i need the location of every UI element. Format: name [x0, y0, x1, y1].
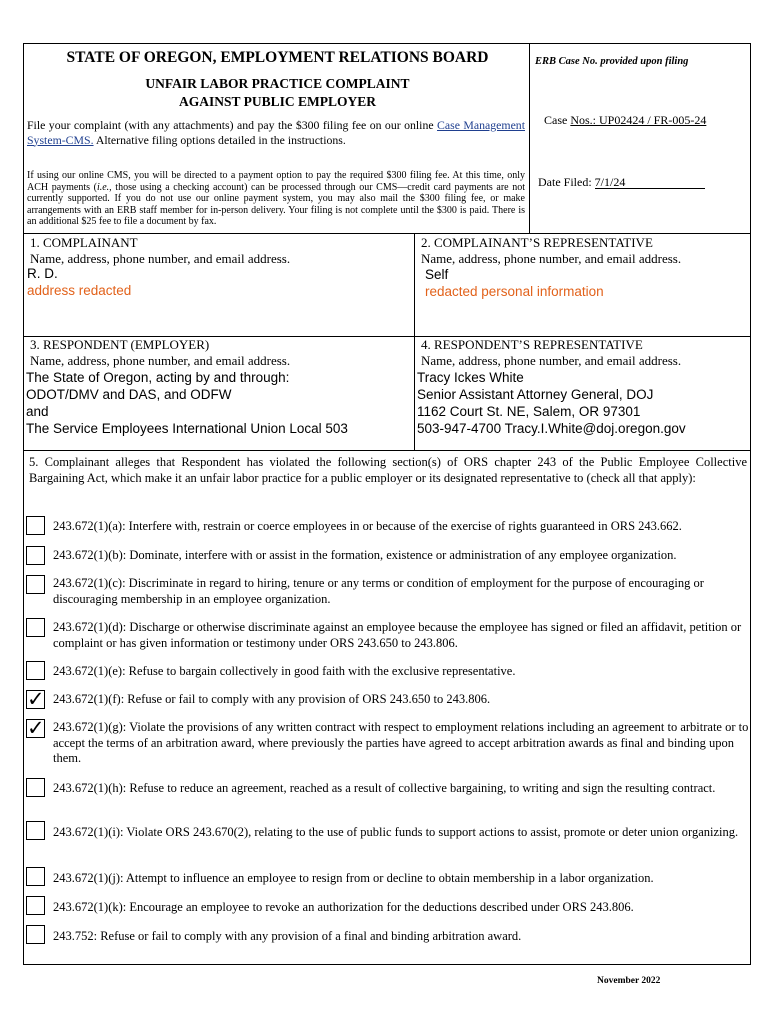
allegation-243-672-1-i: 243.672(1)(i): Violate ORS 243.670(2), relating to the use of public funds to support actions to assist, promote or deter union organizing.	[53, 825, 739, 839]
complainant-hint: Name, address, phone number, and email address.	[30, 251, 291, 266]
rule-sections-bottom	[23, 450, 751, 451]
checkbox-243-672-1-i[interactable]	[26, 821, 45, 840]
allegation-243-672-1-g: 243.672(1)(g): Violate the provisions of any written contract with respect to employment relations including an agreement to arbitrate or to accept the terms of an arbitration award, where previously the parties have agreed to accept arbitration awards as final and binding upon them.	[53, 720, 749, 765]
allegation-243-672-1-h: 243.672(1)(h): Refuse to reduce an agreement, reached as a result of collective bargaining, to writing and sign the resulting contract.	[53, 781, 716, 795]
allegation-243-672-1-k: 243.672(1)(k): Encourage an employee to revoke an authorization for the deductions described under ORS 243.806.	[53, 900, 634, 914]
form-revision-date: November 2022	[597, 976, 661, 986]
complainant-address[interactable]: address redacted	[27, 283, 132, 298]
allegation-243-672-1-f: 243.672(1)(f): Refuse or fail to comply with any provision of ORS 243.650 to 243.806.	[53, 692, 491, 706]
respondent-rep-info[interactable]: Tracy Ickes White Senior Assistant Attorney General, DOJ 1162 Court St. NE, Salem, OR 97301 503-947-4700 Tracy.I.White@doj.oregon.gov	[417, 370, 686, 436]
date-value[interactable]: 7/1/24	[595, 176, 705, 189]
checkbox-243-672-1-a[interactable]	[26, 516, 45, 535]
allegations-intro: 5. Complainant alleges that Respondent has violated the following section(s) of ORS chapter 243 of the Public Employee Collective Bargaining Act, which make it an unfair labor practice for a public employer or its designated representative to (check all that apply):	[29, 455, 747, 485]
complainant-rep-heading: 2. COMPLAINANT’S REPRESENTATIVE	[421, 235, 653, 250]
allegation-243-672-1-j: 243.672(1)(j): Attempt to influence an employee to resign from or decline to obtain membership in a labor organization.	[53, 871, 654, 885]
allegation-243-672-1-d: 243.672(1)(d): Discharge or otherwise discriminate against an employee because the employee has signed or filed an affidavit, petition or complaint or has given information or testimony under ORS 243.650 to 243.806.	[53, 620, 742, 650]
cms-link[interactable]: Case Management System-CMS.	[27, 118, 525, 147]
allegation-243-752: 243.752: Refuse or fail to comply with any provision of a final and binding arbitration award.	[53, 929, 522, 943]
case-number	[544, 113, 706, 128]
checkbox-243-672-1-d[interactable]	[26, 618, 45, 637]
checkbox-243-672-1-e[interactable]	[26, 661, 45, 680]
case-value[interactable]: Nos.: UP02424 / FR-005-24	[570, 113, 707, 127]
form-subtitle-1: UNFAIR LABOR PRACTICE COMPLAINT	[145, 76, 410, 91]
complainant-rep-info[interactable]: redacted personal information	[425, 284, 604, 299]
checkbox-243-672-1-b[interactable]	[26, 546, 45, 565]
parties-divider	[414, 233, 415, 450]
allegation-243-672-1-b: 243.672(1)(b): Dominate, interfere with or assist in the formation, existence or administration of any employee organization.	[53, 548, 677, 562]
allegation-243-672-1-c: 243.672(1)(c): Discriminate in regard to hiring, tenure or any terms or condition of employment for the purpose of encouraging or discouraging membership in an employee organization.	[53, 576, 704, 606]
payment-instructions: If using our online CMS, you will be directed to a payment option to pay the required $300 filing fee. At this time, only ACH payments (i.e., those using a checking account) can be processed through our CMS—credit card payments are not currently supported. If you do not use our online payment system, you may also mail the $300 filing fee, or make arrangements with an ERB staff member for in-person delivery. Your filing is not complete until the $300 is paid. There is an additional $25 fee to file a document by fax.	[27, 170, 525, 228]
respondent-heading: 3. RESPONDENT (EMPLOYER)	[30, 337, 210, 352]
allegation-243-672-1-a: 243.672(1)(a): Interfere with, restrain or coerce employees in or because of the exercise of rights guaranteed in ORS 243.662.	[53, 519, 682, 533]
checkbox-243-752[interactable]	[26, 925, 45, 944]
header-divider	[529, 43, 530, 233]
checkbox-243-672-1-k[interactable]	[26, 896, 45, 915]
date-label: Date Filed:	[538, 175, 595, 189]
form-subtitle-2: AGAINST PUBLIC EMPLOYER	[178, 94, 377, 109]
respondent-rep-heading: 4. RESPONDENT’S REPRESENTATIVE	[421, 337, 643, 352]
date-filed	[538, 175, 705, 190]
rule-header-bottom	[23, 233, 751, 234]
respondent-info[interactable]: The State of Oregon, acting by and through: ODOT/DMV and DAS, and ODFW and The Service Employees International Union Local 503	[26, 370, 348, 436]
form-title: STATE OF OREGON, EMPLOYMENT RELATIONS BOARD	[66, 49, 489, 66]
checkbox-243-672-1-g[interactable]: ✓	[27, 716, 45, 740]
checkbox-243-672-1-j[interactable]	[26, 867, 45, 886]
checkbox-243-672-1-c[interactable]	[26, 575, 45, 594]
case-label: Case	[544, 113, 571, 127]
checkbox-243-672-1-h[interactable]	[26, 778, 45, 797]
complainant-name[interactable]: R. D.	[27, 266, 58, 281]
checkbox-243-672-1-f[interactable]: ✓	[27, 687, 45, 711]
allegation-243-672-1-e: 243.672(1)(e): Refuse to bargain collectively in good faith with the exclusive representative.	[53, 664, 516, 678]
complainant-heading: 1. COMPLAINANT	[30, 235, 138, 250]
erb-case-note: ERB Case No. provided upon filing	[535, 56, 689, 67]
complainant-rep-hint: Name, address, phone number, and email address.	[421, 251, 682, 266]
respondent-rep-hint: Name, address, phone number, and email address.	[421, 353, 682, 368]
filing-instructions: File your complaint (with any attachments) and pay the $300 filing fee on our online Case Management System-CMS. Alternative filing options detailed in the instructions.	[27, 118, 525, 147]
respondent-hint: Name, address, phone number, and email address.	[30, 353, 291, 368]
complainant-rep-name[interactable]: Self	[425, 267, 449, 282]
